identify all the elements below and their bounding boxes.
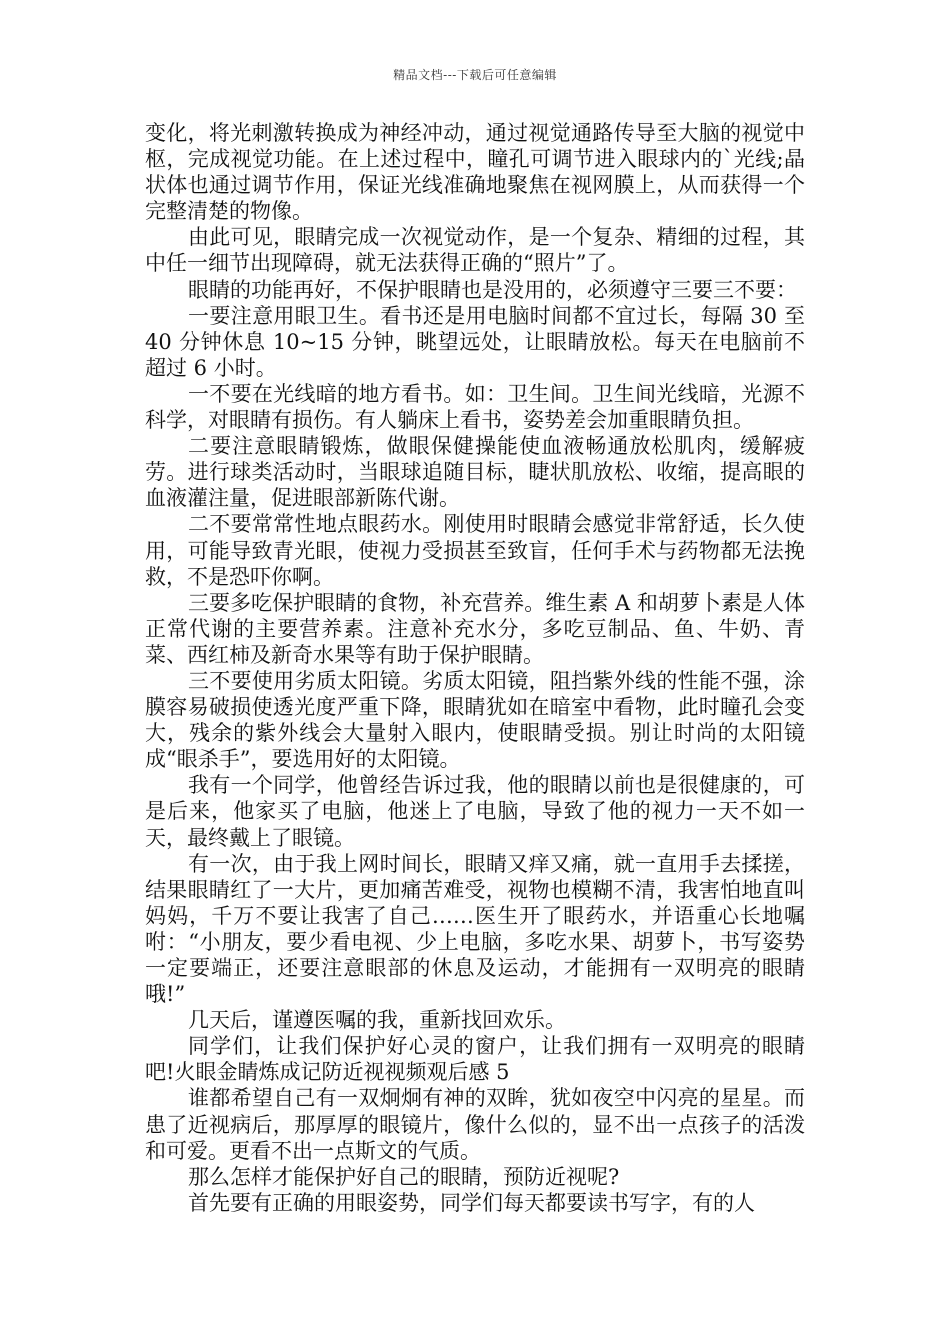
paragraph: 那么怎样才能保护好自己的眼睛，预防近视呢?: [188, 1164, 620, 1189]
paragraph: 首先要有正确的用眼姿势，同学们每天都要读书写字，有的人: [188, 1190, 755, 1215]
paragraph: 眼睛的功能再好，不保护眼睛也是没用的，必须遵守三要三不要：: [188, 277, 797, 302]
paragraph: 谁都希望自己有一双炯炯有神的双眸，犹如夜空中闪亮的星星。而患了近视病后，那厚厚的眼镜片，像什么似的，显不出一点孩子的活泼和可爱。更看不出一点斯文的气质。: [145, 1086, 805, 1163]
paragraph: 同学们，让我们保护好心灵的窗户，让我们拥有一双明亮的眼睛吧!火眼金睛炼成记防近视视频观后感 5: [145, 1034, 805, 1085]
paragraph: 二不要常常性地点眼药水。刚使用时眼睛会感觉非常舒适，长久使用，可能导致青光眼，使视力受损甚至致盲，任何手术与药物都无法挽救，不是恐吓你啊。: [145, 512, 805, 589]
document-body: [145, 120, 805, 1216]
paragraph: 二要注意眼睛锻炼，做眼保健操能使血液畅通放松肌肉，缓解疲劳。进行球类活动时，当眼球追随目标，睫状肌放松、收缩，提高眼的血液灌注量，促进眼部新陈代谢。: [145, 434, 805, 511]
paragraph: 一不要在光线暗的地方看书。如：卫生间。卫生间光线暗，光源不科学，对眼睛有损伤。有人躺床上看书，姿势差会加重眼睛负担。: [145, 381, 805, 433]
page-header: 精品文档---下载后可任意编辑: [393, 68, 557, 82]
paragraph: 一要注意用眼卫生。看书还是用电脑时间都不宜过长，每隔 30 至 40 分钟休息 10~15 分钟，眺望远处，让眼睛放松。每天在电脑前不超过 6 小时。: [145, 303, 805, 380]
paragraph: 三要多吃保护眼睛的食物，补充营养。维生素 A 和胡萝卜素是人体正常代谢的主要营养素。注意补充水分，多吃豆制品、鱼、牛奶、青菜、西红柿及新奇水果等有助于保护眼睛。: [145, 590, 805, 667]
paragraph: 三不要使用劣质太阳镜。劣质太阳镜，阻挡紫外线的性能不强，涂膜容易破损使透光度严重下降，眼睛犹如在暗室中看物，此时瞳孔会变大，残余的紫外线会大量射入眼内，使眼睛受损。别让时尚的太阳镜成“眼杀手”，要选用好的太阳镜。: [145, 668, 805, 772]
paragraph: 有一次，由于我上网时间长，眼睛又痒又痛，就一直用手去揉搓，结果眼睛红了一大片，更加痛苦难受，视物也模糊不清，我害怕地直叫妈妈，千万不要让我害了自己……医生开了眼药水，并语重心长地嘱咐：“小朋友，要少看电视、少上电脑，多吃水果、胡萝卜，书写姿势一定要端正，还要注意眼部的休息及运动，才能拥有一双明亮的眼睛哦!”: [145, 851, 805, 1007]
paragraph: 我有一个同学，他曾经告诉过我，他的眼睛以前也是很健康的，可是后来，他家买了电脑，他迷上了电脑，导致了他的视力一天不如一天，最终戴上了眼镜。: [145, 773, 805, 850]
paragraph: 由此可见，眼睛完成一次视觉动作，是一个复杂、精细的过程，其中任一细节出现障碍，就无法获得正确的“照片”了。: [145, 225, 805, 276]
paragraph: 变化，将光刺激转换成为神经冲动，通过视觉通路传导至大脑的视觉中枢，完成视觉功能。在上述过程中，瞳孔可调节进入眼球内的`光线;晶状体也通过调节作用，保证光线准确地聚焦在视网膜上，从而获得一个完整清楚的物像。: [145, 121, 805, 224]
paragraph: 几天后，谨遵医嘱的我，重新找回欢乐。: [188, 1008, 566, 1033]
